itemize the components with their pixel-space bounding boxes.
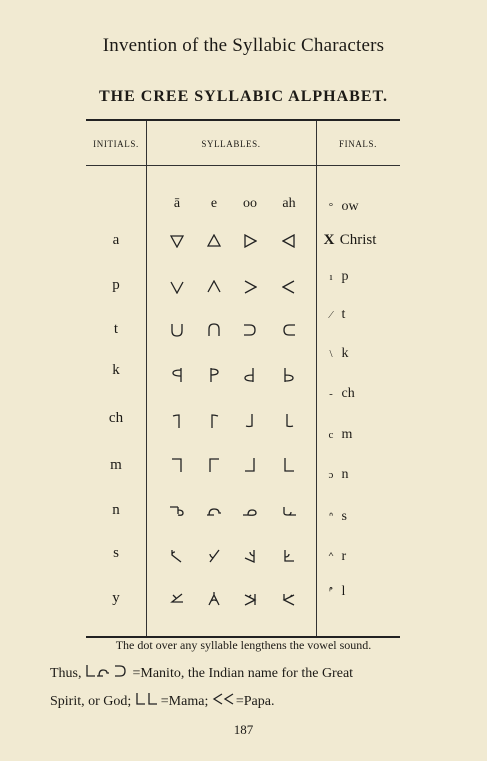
vowel-header: ah [282,196,296,211]
initial-label: t [113,321,119,337]
example-text: =Manito, the Indian name for the Great [132,666,354,682]
syllable-glyph-k-1 [162,367,192,383]
syllable-glyph-p-4 [274,280,304,294]
final-label: r [341,549,347,564]
final-glyph: X [323,232,335,248]
papa-syllabic-glyph [212,692,236,712]
final-christ [322,232,376,249]
final-ow [324,199,359,215]
page-number: 187 [233,722,254,737]
final-r [324,549,346,565]
syllable-glyph-y-3 [235,592,265,606]
syllable-glyph-s-3 [235,549,265,563]
syllable-glyph-n-1 [162,504,192,518]
syllable-glyph-p-3 [235,280,265,294]
final-label: n [341,467,349,482]
final-t [324,307,345,323]
final-ch [324,386,355,402]
syllable-glyph-s-2 [199,549,229,563]
final-m [324,427,352,443]
syllable-glyph-n-3 [235,504,265,518]
syllable-glyph-ch-4 [274,413,304,429]
example-line-2 [50,692,450,712]
syllabic-table [86,119,400,638]
syllable-glyph-a-3 [235,234,265,248]
syllable-glyph-m-2 [199,457,229,473]
final-glyph: ɔ [328,469,334,481]
example-text: =Papa. [235,694,275,710]
column-divider [146,121,147,636]
final-glyph: \ [329,348,333,360]
example-text: Thus, [50,666,82,682]
dot-note: The dot over any syllable lengthens the vowel sound. [115,638,372,652]
syllable-glyph-y-4 [274,592,304,606]
final-label: s [341,509,347,524]
final-label: m [341,427,353,442]
initial-label: ch [108,410,124,426]
syllable-glyph-n-4 [274,504,304,518]
final-label: p [341,269,349,284]
syllable-glyph-m-4 [274,457,304,473]
header-syllables: SYLLABLES. [201,139,261,149]
final-k [324,346,349,362]
syllable-glyph-k-3 [235,367,265,383]
syllable-glyph-t-3 [235,323,265,337]
syllable-glyph-y-2 [199,592,229,606]
vowel-header: e [210,196,218,211]
final-label: l [341,584,346,599]
initial-label: n [112,502,120,518]
final-l [324,584,345,600]
syllable-glyph-a-2 [199,234,229,248]
syllable-glyph-n-2 [199,504,229,518]
page-title: Invention of the Syllabic Characters [102,35,385,56]
syllable-glyph-k-2 [199,367,229,383]
syllable-glyph-y-1 [162,592,192,606]
syllable-glyph-s-1 [162,549,192,563]
final-p [324,269,349,285]
table-title: THE CREE SYLLABIC ALPHABET. [99,88,388,105]
initial-label: m [110,457,122,473]
initial-label: p [112,277,120,293]
final-glyph: ᐢ [328,511,334,523]
syllable-glyph-ch-3 [235,413,265,429]
syllable-glyph-a-1 [162,234,192,248]
final-label: k [341,346,349,361]
syllable-glyph-m-1 [162,457,192,473]
syllable-glyph-a-4 [274,234,304,248]
final-glyph: ᣖ [329,586,333,598]
final-label: t [341,307,346,322]
syllable-glyph-m-3 [235,457,265,473]
example-text: Spirit, or God; [50,694,132,710]
header-initials: INITIALS. [93,139,139,149]
final-glyph: ° [328,201,334,213]
initial-label: a [112,232,120,248]
final-glyph: - [329,388,333,400]
final-label: Christ [339,232,377,248]
initial-label: s [113,545,119,561]
final-glyph: c [328,429,334,441]
example-text: =Mama; [160,694,209,710]
syllable-glyph-p-1 [162,280,192,294]
initial-label: y [112,590,120,606]
header-finals: FINALS. [339,139,377,149]
syllable-glyph-t-1 [162,323,192,337]
final-label: ch [341,386,355,401]
syllable-glyph-t-2 [199,323,229,337]
syllable-glyph-t-4 [274,323,304,337]
manito-syllabic-glyph [85,664,129,684]
syllable-glyph-ch-2 [199,413,229,429]
final-s [324,509,347,525]
syllable-glyph-p-2 [199,280,229,294]
syllable-glyph-ch-1 [162,413,192,429]
vowel-header: oo [243,196,257,211]
vowel-header: ā [173,196,181,211]
final-label: ow [341,199,359,214]
example-line-1 [50,664,450,684]
final-n [324,467,349,483]
mama-syllabic-glyph [135,692,161,712]
final-glyph: ⁄ [330,309,332,321]
column-divider [316,121,317,636]
header-divider [86,165,400,166]
initial-label: k [112,362,120,378]
final-glyph: ᣔ [328,551,334,563]
final-glyph: ı [329,271,333,283]
syllable-glyph-s-4 [274,549,304,563]
syllable-glyph-k-4 [274,367,304,383]
